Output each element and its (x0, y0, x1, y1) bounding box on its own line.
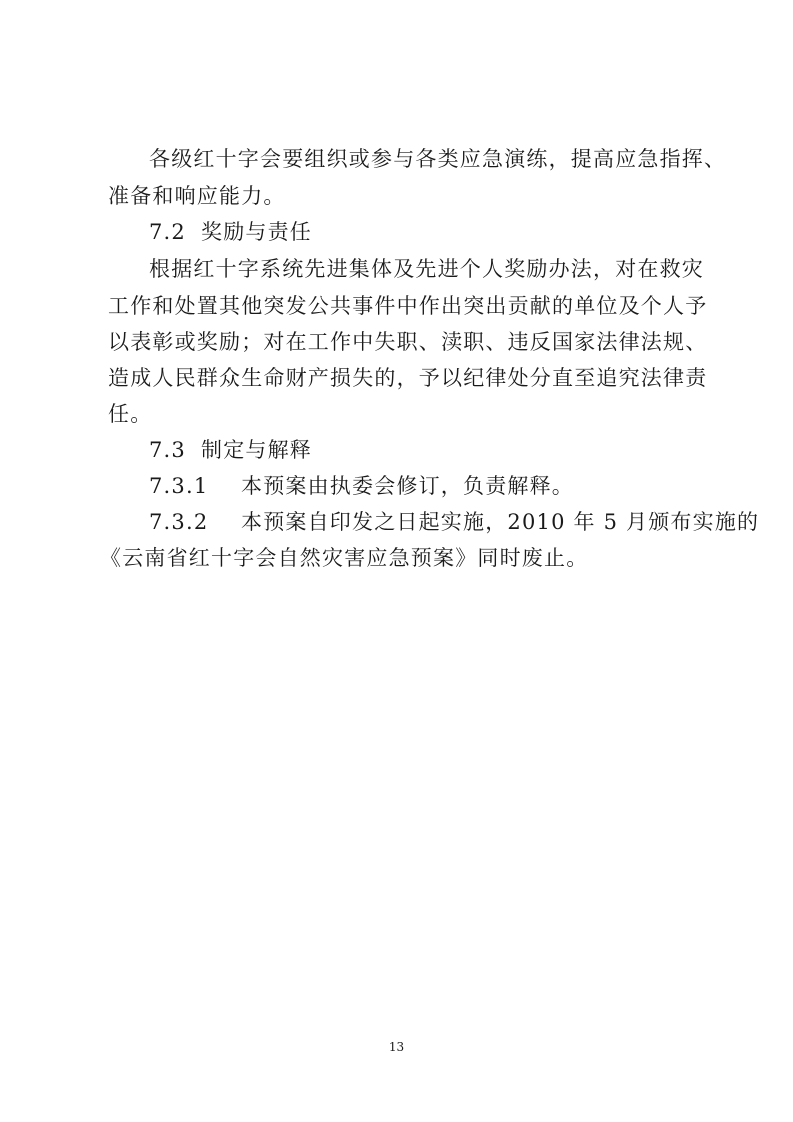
section-number: 7.2 (149, 220, 186, 244)
subsection-text: 本预案由执委会修订，负责解释。 (241, 474, 574, 498)
subsection-number: 7.3.1 (149, 474, 209, 498)
paragraph-reward-line-1: 根据红十字系统先进集体及先进个人奖励办法，对在救灾 (149, 257, 704, 281)
paragraph-reward-line-5: 任。 (108, 402, 153, 426)
section-heading-7-2 (149, 216, 688, 248)
subsection-7-3-1 (149, 470, 688, 502)
paragraph-reward-line-4: 造成人民群众生命财产损失的，予以纪律处分直至追究法律责 (108, 366, 708, 390)
subsection-number: 7.3.2 (149, 510, 209, 534)
paragraph-reward-line-2: 工作和处置其他突发公共事件中作出突出贡献的单位及个人予 (108, 294, 708, 318)
subsection-text: 本预案自印发之日起实施，2010 年 5 月颁布实施的 (241, 510, 760, 534)
section-title: 制定与解释 (201, 438, 312, 462)
page-number: 13 (388, 1040, 405, 1054)
paragraph-reward-line-3: 以表彰或奖励；对在工作中失职、渎职、违反国家法律法规、 (108, 330, 708, 354)
section-number: 7.3 (149, 438, 186, 462)
section-title: 奖励与责任 (201, 220, 312, 244)
paragraph-drill-line-2: 准备和响应能力。 (108, 184, 286, 208)
subsection-7-3-2 (149, 506, 760, 538)
subsection-7-3-2-line-2: 《云南省红十字会自然灾害应急预案》同时废止。 (100, 546, 589, 570)
paragraph-drill-line-1: 各级红十字会要组织或参与各类应急演练，提高应急指挥、 (149, 147, 727, 171)
section-heading-7-3 (149, 434, 688, 466)
